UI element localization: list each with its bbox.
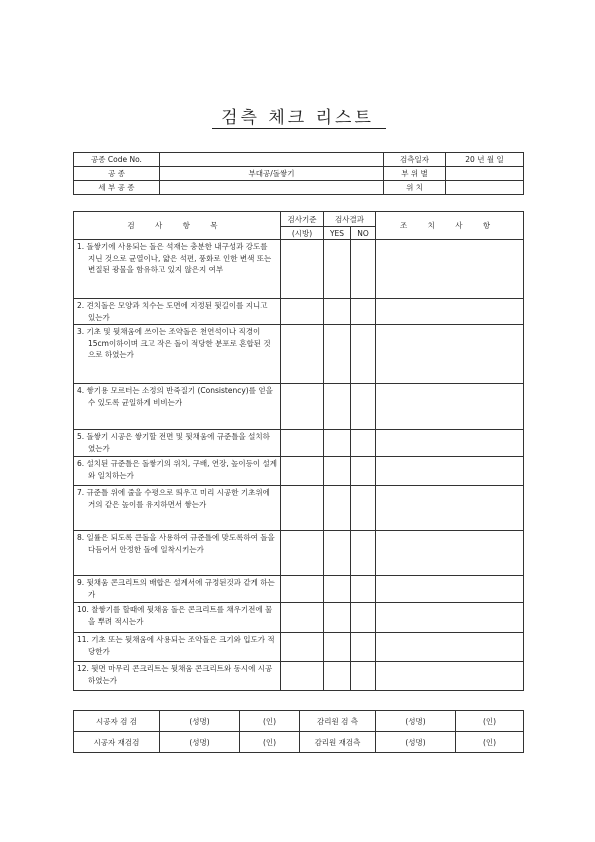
contractor-inspect-label: 시공자 검 검 bbox=[74, 711, 160, 732]
no-cell[interactable] bbox=[351, 299, 376, 325]
action-cell[interactable] bbox=[376, 662, 524, 691]
supervisor-inspect-seal[interactable]: (인) bbox=[456, 711, 524, 732]
yes-cell[interactable] bbox=[324, 457, 351, 486]
supervisor-reinspect-label: 감리원 재검측 bbox=[300, 732, 376, 753]
action-cell[interactable] bbox=[376, 240, 524, 299]
no-cell[interactable] bbox=[351, 576, 376, 603]
action-cell[interactable] bbox=[376, 486, 524, 531]
table-row bbox=[74, 603, 524, 633]
action-cell[interactable] bbox=[376, 299, 524, 325]
yes-cell[interactable] bbox=[324, 240, 351, 299]
title-underline bbox=[212, 128, 386, 129]
check-item: 1. 돌쌓기에 사용되는 돌은 석재는 충분한 내구성과 강도를 지닌 것으로 균열이나, 얇은 석편, 풍화로 인한 변색 또는 변질된 광물을 함유하고 있지 않은지 여부 bbox=[74, 240, 281, 299]
standard-cell[interactable] bbox=[281, 603, 324, 633]
table-row bbox=[74, 240, 524, 299]
yes-cell[interactable] bbox=[324, 430, 351, 457]
check-item: 5. 돌쌓기 시공은 쌓기할 전면 및 뒷채움에 규준틀을 설치하였는가 bbox=[74, 430, 281, 457]
table-row bbox=[74, 299, 524, 325]
no-cell[interactable] bbox=[351, 633, 376, 662]
standard-cell[interactable] bbox=[281, 384, 324, 430]
contractor-inspect-seal[interactable]: (인) bbox=[240, 711, 300, 732]
standard-cell[interactable] bbox=[281, 531, 324, 576]
no-cell[interactable] bbox=[351, 325, 376, 384]
no-cell[interactable] bbox=[351, 531, 376, 576]
standard-cell[interactable] bbox=[281, 633, 324, 662]
check-item: 10. 찰쌓기를 할때에 뒷채움 돌은 콘크리트를 채우기전에 물을 뿌려 적시는가 bbox=[74, 603, 281, 633]
contractor-reinspect-name[interactable]: (성명) bbox=[160, 732, 240, 753]
supervisor-inspect-name[interactable]: (성명) bbox=[376, 711, 456, 732]
yes-cell[interactable] bbox=[324, 662, 351, 691]
code-value[interactable] bbox=[160, 153, 384, 167]
check-item: 2. 견치돌은 모양과 치수는 도면에 지정된 뒷길이를 지니고 있는가 bbox=[74, 299, 281, 325]
action-cell[interactable] bbox=[376, 633, 524, 662]
col-action-header: 조 치 사 항 bbox=[376, 212, 524, 240]
action-cell[interactable] bbox=[376, 384, 524, 430]
standard-cell[interactable] bbox=[281, 457, 324, 486]
contractor-reinspect-label: 시공자 재검검 bbox=[74, 732, 160, 753]
col-item-header: 검 사 항 목 bbox=[74, 212, 281, 240]
signature-table bbox=[73, 710, 524, 753]
yes-cell[interactable] bbox=[324, 325, 351, 384]
info-table bbox=[73, 152, 524, 195]
check-item: 4. 쌓기용 모르터는 소정의 반죽질기 (Consistency)를 얻을수 있도록 균일하게 비비는가 bbox=[74, 384, 281, 430]
part-label: 부 위 별 bbox=[384, 167, 446, 181]
check-item: 6. 설치된 규준틀은 돌쌓기의 위치, 구배, 연장, 높이등이 설계와 일치하는가 bbox=[74, 457, 281, 486]
action-cell[interactable] bbox=[376, 457, 524, 486]
no-cell[interactable] bbox=[351, 603, 376, 633]
col-result-header: 검사결과 bbox=[324, 212, 376, 227]
yes-cell[interactable] bbox=[324, 576, 351, 603]
table-row bbox=[74, 457, 524, 486]
detail-label: 세 부 공 종 bbox=[74, 181, 160, 195]
work-label: 공 종 bbox=[74, 167, 160, 181]
check-item: 3. 기초 및 뒷채움에 쓰이는 조약돌은 천연석이나 직경이 15cm이하이며 크고 작은 돌이 적당한 분포로 혼합된 것으로 하였는가 bbox=[74, 325, 281, 384]
action-cell[interactable] bbox=[376, 325, 524, 384]
table-row bbox=[74, 384, 524, 430]
action-cell[interactable] bbox=[376, 531, 524, 576]
date-label: 검측일자 bbox=[384, 153, 446, 167]
standard-cell[interactable] bbox=[281, 486, 324, 531]
table-row bbox=[74, 325, 524, 384]
check-item: 9. 뒷채움 콘크리트의 배합은 설계서에 규정된것과 같게 하는가 bbox=[74, 576, 281, 603]
action-cell[interactable] bbox=[376, 603, 524, 633]
date-value[interactable]: 20 년 월 일 bbox=[446, 153, 524, 167]
no-cell[interactable] bbox=[351, 240, 376, 299]
contractor-inspect-name[interactable]: (성명) bbox=[160, 711, 240, 732]
col-no-header: NO bbox=[351, 227, 376, 240]
supervisor-reinspect-name[interactable]: (성명) bbox=[376, 732, 456, 753]
table-row bbox=[74, 430, 524, 457]
table-row bbox=[74, 633, 524, 662]
yes-cell[interactable] bbox=[324, 486, 351, 531]
yes-cell[interactable] bbox=[324, 603, 351, 633]
col-yes-header: YES bbox=[324, 227, 351, 240]
check-item: 7. 규준틀 위에 줄을 수평으로 띄우고 미리 시공한 기초위에 거의 같은 높이를 유지하면서 쌓는가 bbox=[74, 486, 281, 531]
yes-cell[interactable] bbox=[324, 384, 351, 430]
check-item: 12. 뒷면 마무리 콘크리트는 뒷채움 콘크리트와 동시에 시공하였는가 bbox=[74, 662, 281, 691]
detail-value[interactable] bbox=[160, 181, 384, 195]
no-cell[interactable] bbox=[351, 384, 376, 430]
contractor-reinspect-seal[interactable]: (인) bbox=[240, 732, 300, 753]
table-row bbox=[74, 486, 524, 531]
standard-cell[interactable] bbox=[281, 430, 324, 457]
action-cell[interactable] bbox=[376, 430, 524, 457]
standard-cell[interactable] bbox=[281, 240, 324, 299]
no-cell[interactable] bbox=[351, 430, 376, 457]
standard-cell[interactable] bbox=[281, 325, 324, 384]
no-cell[interactable] bbox=[351, 486, 376, 531]
checklist-table bbox=[73, 211, 524, 691]
work-value[interactable]: 부대공/돌쌓기 bbox=[160, 167, 384, 181]
part-value[interactable] bbox=[446, 167, 524, 181]
standard-cell[interactable] bbox=[281, 576, 324, 603]
page-title: 검측 체크 리스트 bbox=[221, 108, 374, 128]
col-standard-header: 검사기준 bbox=[281, 212, 324, 227]
table-row bbox=[74, 531, 524, 576]
no-cell[interactable] bbox=[351, 662, 376, 691]
yes-cell[interactable] bbox=[324, 531, 351, 576]
location-label: 위 치 bbox=[384, 181, 446, 195]
col-standard-sub: (시방) bbox=[281, 227, 324, 240]
supervisor-reinspect-seal[interactable]: (인) bbox=[456, 732, 524, 753]
yes-cell[interactable] bbox=[324, 299, 351, 325]
check-item: 11. 기초 또는 뒷채움에 사용되는 조약돌은 크기와 입도가 적당한가 bbox=[74, 633, 281, 662]
standard-cell[interactable] bbox=[281, 299, 324, 325]
yes-cell[interactable] bbox=[324, 633, 351, 662]
action-cell[interactable] bbox=[376, 576, 524, 603]
supervisor-inspect-label: 감리원 검 측 bbox=[300, 711, 376, 732]
table-row bbox=[74, 662, 524, 691]
table-row bbox=[74, 576, 524, 603]
check-item: 8. 일률은 되도록 큰돌을 사용하여 규준틀에 맞도록하여 돌을 다듬어서 안정한 돌에 일착시키는가 bbox=[74, 531, 281, 576]
code-label: 공종 Code No. bbox=[74, 153, 160, 167]
no-cell[interactable] bbox=[351, 457, 376, 486]
location-value[interactable] bbox=[446, 181, 524, 195]
standard-cell[interactable] bbox=[281, 662, 324, 691]
